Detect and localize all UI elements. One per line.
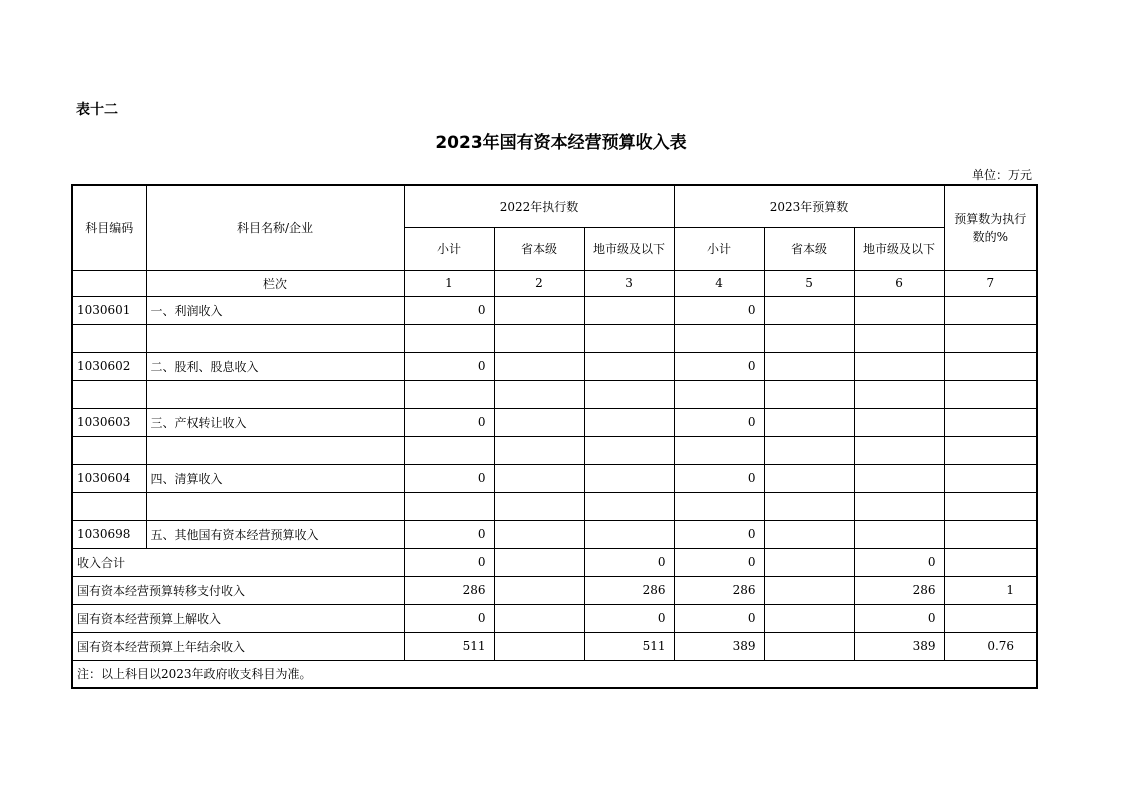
row-code xyxy=(72,492,146,520)
col-num: 5 xyxy=(764,270,854,296)
row-value xyxy=(944,464,1037,492)
row-value xyxy=(494,324,584,352)
row-value xyxy=(674,324,764,352)
summary-value: 0 xyxy=(404,604,494,632)
header-2022-total: 小计 xyxy=(404,227,494,270)
summary-value: 0 xyxy=(854,548,944,576)
row-value xyxy=(854,436,944,464)
row-value: 0 xyxy=(674,464,764,492)
row-value xyxy=(494,492,584,520)
column-label: 栏次 xyxy=(146,270,404,296)
row-name xyxy=(146,380,404,408)
header-2022-city: 地市级及以下 xyxy=(584,227,674,270)
summary-value: 0 xyxy=(854,604,944,632)
row-value: 0 xyxy=(404,464,494,492)
row-value xyxy=(944,324,1037,352)
table-label: 表十二 xyxy=(76,102,118,118)
summary-value: 286 xyxy=(584,576,674,604)
summary-value: 1 xyxy=(944,576,1037,604)
header-2022: 2022年执行数 xyxy=(404,185,674,227)
table-row xyxy=(72,436,1037,464)
row-value xyxy=(494,380,584,408)
row-value xyxy=(854,352,944,380)
row-value xyxy=(494,408,584,436)
row-value xyxy=(764,380,854,408)
row-value xyxy=(404,492,494,520)
summary-label: 收入合计 xyxy=(72,548,404,576)
row-value xyxy=(764,324,854,352)
row-name xyxy=(146,436,404,464)
row-name: 一、利润收入 xyxy=(146,296,404,324)
table-row xyxy=(72,520,1037,548)
row-name xyxy=(146,324,404,352)
row-value xyxy=(494,520,584,548)
summary-value: 389 xyxy=(674,632,764,660)
table-row xyxy=(72,380,1037,408)
summary-row xyxy=(72,548,1037,576)
summary-value: 0 xyxy=(584,548,674,576)
summary-label: 国有资本经营预算上年结余收入 xyxy=(72,632,404,660)
col-num: 3 xyxy=(584,270,674,296)
row-name: 二、股利、股息收入 xyxy=(146,352,404,380)
summary-label: 国有资本经营预算上解收入 xyxy=(72,604,404,632)
summary-value xyxy=(764,576,854,604)
header-2023-city: 地市级及以下 xyxy=(854,227,944,270)
row-value xyxy=(584,436,674,464)
row-value xyxy=(854,520,944,548)
summary-row xyxy=(72,576,1037,604)
summary-value: 0 xyxy=(674,548,764,576)
header-row-1 xyxy=(72,185,1037,227)
header-2022-province: 省本级 xyxy=(494,227,584,270)
row-value xyxy=(764,492,854,520)
summary-row xyxy=(72,632,1037,660)
row-code: 1030601 xyxy=(72,296,146,324)
summary-value: 511 xyxy=(404,632,494,660)
summary-value: 286 xyxy=(404,576,494,604)
summary-value xyxy=(494,632,584,660)
table-note: 注：以上科目以2023年政府收支科目为准。 xyxy=(72,660,1037,688)
row-value xyxy=(854,408,944,436)
row-value xyxy=(674,436,764,464)
row-value xyxy=(854,324,944,352)
row-value xyxy=(584,380,674,408)
table-row xyxy=(72,408,1037,436)
row-name xyxy=(146,492,404,520)
header-ratio: 预算数为执行数的% xyxy=(944,185,1037,270)
column-number-blank xyxy=(72,270,146,296)
row-value xyxy=(854,492,944,520)
row-value xyxy=(584,324,674,352)
table-row xyxy=(72,492,1037,520)
row-value xyxy=(944,380,1037,408)
row-value xyxy=(944,520,1037,548)
col-num: 1 xyxy=(404,270,494,296)
summary-value: 389 xyxy=(854,632,944,660)
row-code: 1030602 xyxy=(72,352,146,380)
row-value: 0 xyxy=(404,352,494,380)
row-value: 0 xyxy=(674,408,764,436)
row-code xyxy=(72,436,146,464)
row-value xyxy=(404,380,494,408)
table-row xyxy=(72,324,1037,352)
row-value xyxy=(584,352,674,380)
row-name: 五、其他国有资本经营预算收入 xyxy=(146,520,404,548)
row-value: 0 xyxy=(404,520,494,548)
row-value xyxy=(764,436,854,464)
budget-table xyxy=(71,184,1038,689)
col-num: 7 xyxy=(944,270,1037,296)
row-value xyxy=(854,296,944,324)
row-name: 四、清算收入 xyxy=(146,464,404,492)
row-value: 0 xyxy=(674,520,764,548)
row-value xyxy=(674,492,764,520)
row-value xyxy=(584,520,674,548)
col-num: 6 xyxy=(854,270,944,296)
header-name: 科目名称/企业 xyxy=(146,185,404,270)
summary-value xyxy=(494,548,584,576)
summary-value: 0 xyxy=(674,604,764,632)
header-2023: 2023年预算数 xyxy=(674,185,944,227)
summary-value xyxy=(764,604,854,632)
page-title: 2023年国有资本经营预算收入表 xyxy=(435,133,687,153)
row-code: 1030604 xyxy=(72,464,146,492)
row-value xyxy=(494,352,584,380)
row-code xyxy=(72,324,146,352)
col-num: 4 xyxy=(674,270,764,296)
summary-value xyxy=(944,604,1037,632)
summary-row xyxy=(72,604,1037,632)
row-name: 三、产权转让收入 xyxy=(146,408,404,436)
row-value: 0 xyxy=(404,296,494,324)
summary-value: 0 xyxy=(404,548,494,576)
table-row xyxy=(72,352,1037,380)
row-value xyxy=(494,296,584,324)
summary-value: 0.76 xyxy=(944,632,1037,660)
row-value: 0 xyxy=(674,352,764,380)
row-value xyxy=(584,296,674,324)
row-value xyxy=(584,492,674,520)
row-value xyxy=(494,436,584,464)
header-code: 科目编码 xyxy=(72,185,146,270)
row-value xyxy=(764,520,854,548)
column-number-row xyxy=(72,270,1037,296)
row-value xyxy=(494,464,584,492)
row-code xyxy=(72,380,146,408)
summary-value xyxy=(494,576,584,604)
row-value xyxy=(584,408,674,436)
note-row xyxy=(72,660,1037,688)
row-value xyxy=(404,436,494,464)
header-2023-province: 省本级 xyxy=(764,227,854,270)
row-value xyxy=(764,408,854,436)
summary-value xyxy=(764,548,854,576)
row-value xyxy=(764,352,854,380)
row-value xyxy=(944,352,1037,380)
row-value xyxy=(944,296,1037,324)
row-value xyxy=(764,464,854,492)
unit-label: 单位：万元 xyxy=(971,168,1032,182)
table-row xyxy=(72,464,1037,492)
row-value xyxy=(764,296,854,324)
row-code: 1030698 xyxy=(72,520,146,548)
summary-label: 国有资本经营预算转移支付收入 xyxy=(72,576,404,604)
col-num: 2 xyxy=(494,270,584,296)
summary-value xyxy=(494,604,584,632)
row-value xyxy=(944,436,1037,464)
header-2023-total: 小计 xyxy=(674,227,764,270)
row-value xyxy=(584,464,674,492)
summary-value: 0 xyxy=(584,604,674,632)
row-value xyxy=(854,380,944,408)
row-value xyxy=(674,380,764,408)
row-value: 0 xyxy=(674,296,764,324)
summary-value: 286 xyxy=(854,576,944,604)
summary-value xyxy=(944,548,1037,576)
row-value xyxy=(854,464,944,492)
row-value xyxy=(944,492,1037,520)
summary-value xyxy=(764,632,854,660)
summary-value: 511 xyxy=(584,632,674,660)
table-row xyxy=(72,296,1037,324)
row-value: 0 xyxy=(404,408,494,436)
row-value xyxy=(404,324,494,352)
summary-value: 286 xyxy=(674,576,764,604)
row-value xyxy=(944,408,1037,436)
row-code: 1030603 xyxy=(72,408,146,436)
